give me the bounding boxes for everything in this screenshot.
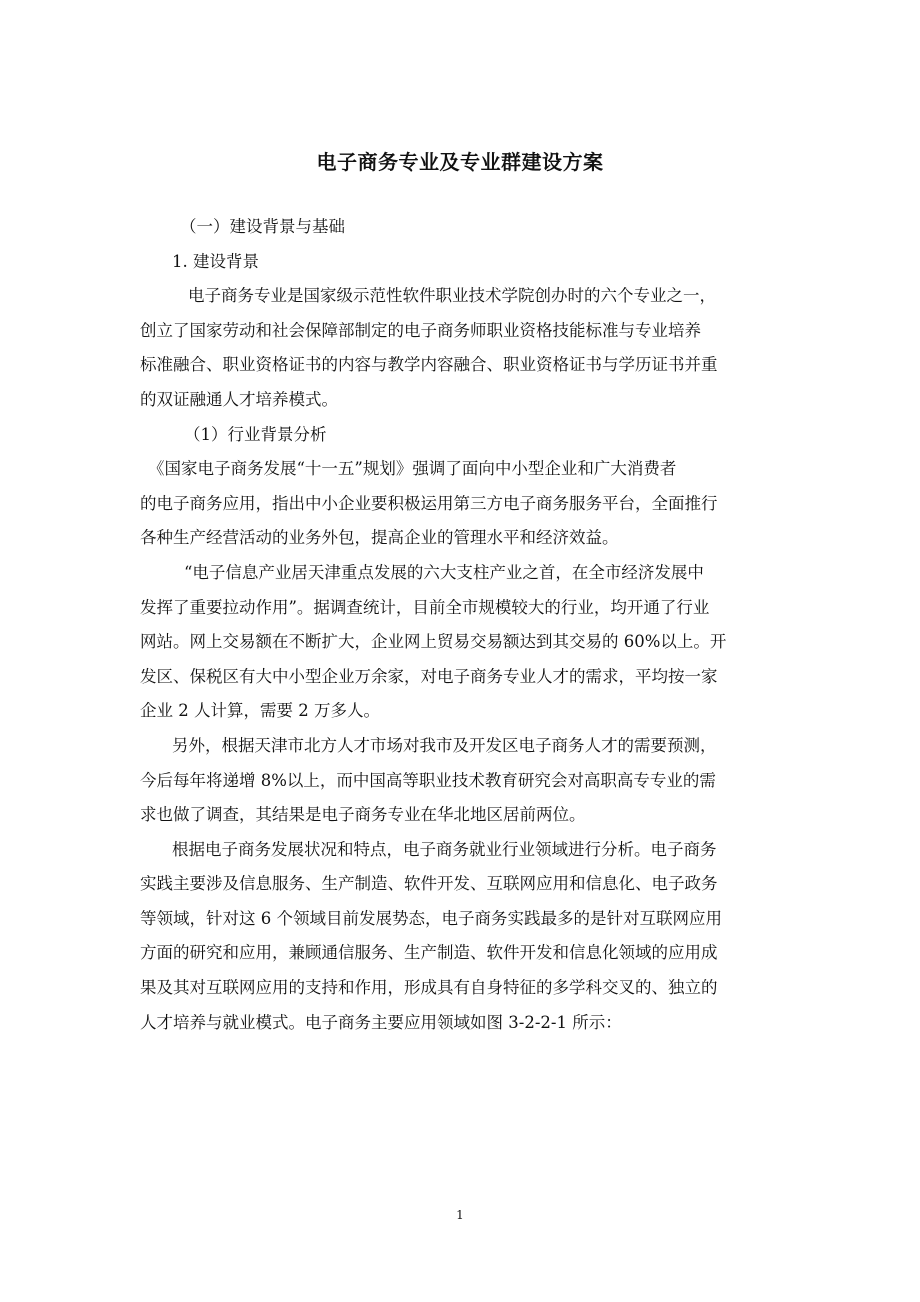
paragraph-line: 各种生产经营活动的业务外包，提高企业的管理水平和经济效益。: [140, 528, 619, 548]
paragraph-line: 的电子商务应用，指出中小企业要积极运用第三方电子商务服务平台，全面推行: [140, 493, 718, 513]
paragraph-line: 实践主要涉及信息服务、生产制造、软件开发、互联网应用和信息化、电子政务: [140, 874, 718, 894]
subsection-heading: 1. 建设背景: [172, 251, 259, 271]
paragraph-line: 人才培养与就业模式。电子商务主要应用领域如图 3-2-2-1 所示：: [140, 1012, 622, 1032]
paragraph-line: 果及其对互联网应用的支持和作用，形成具有自身特征的多学科交叉的、独立的: [140, 978, 718, 998]
paragraph-line: 企业 2 人计算，需要 2 万多人。: [140, 701, 380, 721]
section-heading: （一）建设背景与基础: [180, 217, 345, 236]
document-body: [140, 210, 784, 1040]
paragraph-line: 创立了国家劳动和社会保障部制定的电子商务师职业资格技能标准与专业培养: [140, 320, 701, 340]
paragraph-line: 等领域，针对这 6 个领域目前发展势态，电子商务实践最多的是针对互联网应用: [140, 908, 722, 928]
document-title: 电子商务专业及专业群建设方案: [316, 150, 604, 174]
subsection-heading: （1）行业背景分析: [184, 424, 327, 444]
paragraph-line: 今后每年将递增 8%以上，而中国高等职业技术教育研究会对高职高专专业的需: [140, 770, 716, 790]
paragraph-line: 发区、保税区有大中小型企业万余家，对电子商务专业人才的需求，平均按一家: [140, 666, 718, 686]
paragraph-line: 方面的研究和应用，兼顾通信服务、生产制造、软件开发和信息化领域的应用成: [140, 943, 718, 963]
paragraph-line: 根据电子商务发展状况和特点，电子商务就业行业领域进行分析。电子商务: [172, 839, 717, 859]
paragraph-line: 的双证融通人才培养模式。: [140, 389, 338, 409]
paragraph-line: 电子商务专业是国家级示范性软件职业技术学院创办时的六个专业之一，: [188, 286, 716, 306]
paragraph-line: 发挥了重要拉动作用”。据调查统计，目前全市规模较大的行业，均开通了行业: [140, 597, 710, 617]
paragraph-line: “电子信息产业居天津重点发展的六大支柱产业之首，在全市经济发展中: [184, 562, 704, 582]
page-number: 1: [456, 1208, 464, 1222]
paragraph-line: 求也做了调查，其结果是电子商务专业在华北地区居前两位。: [140, 805, 586, 825]
paragraph-line: 标准融合、职业资格证书的内容与教学内容融合、职业资格证书与学历证书并重: [140, 355, 718, 375]
paragraph-line: 另外，根据天津市北方人才市场对我市及开发区电子商务人才的需要预测，: [172, 735, 717, 755]
paragraph-line: 网站。网上交易额在不断扩大，企业网上贸易交易额达到其交易的 60%以上。开: [140, 632, 727, 652]
paragraph-line: 《国家电子商务发展“十一五”规划》强调了面向中小型企业和广大消费者: [148, 459, 677, 479]
